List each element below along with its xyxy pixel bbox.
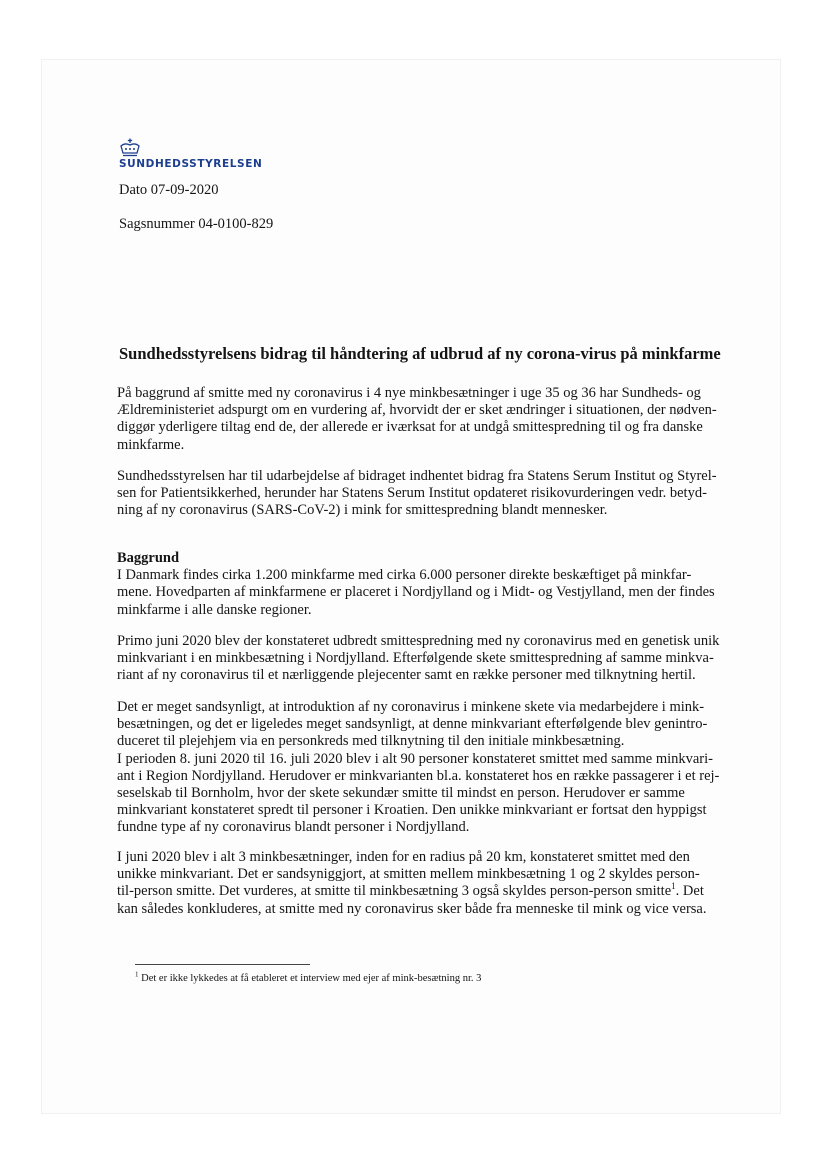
text-line: På baggrund af smitte med ny coronavirus i 4 nye minkbesætninger i uge 35 og 36 har Sundheds- og: [117, 385, 701, 401]
text-line: kan således konkluderes, at smitte med ny coronavirus sker både fra menneske til mink og vice versa.: [117, 900, 707, 917]
text-line: I juni 2020 blev i alt 3 minkbesætninger, inden for en radius på 20 km, konstateret smittet med den: [117, 849, 690, 865]
text-line: unikke minkvariant. Det er sandsyniggjort, at smitten mellem minkbesætning 1 og 2 skyldes person-: [117, 866, 700, 883]
sundhedsstyrelsen-logo: [119, 138, 263, 174]
text-line: I perioden 8. juni 2020 til 16. juli 2020 blev i alt 90 personer konstateret smittet med samme minkvari-: [117, 750, 713, 767]
text-line: mene. Hovedparten af minkfarmene er placeret i Nordjylland og i Midt- og Vestjylland, men der findes: [117, 584, 715, 601]
text-line: riant af ny coronavirus til et nærliggende plejecenter samt en række personer med tilknytning hertil.: [117, 667, 696, 684]
text-line: [117, 883, 717, 900]
footnote: [135, 970, 482, 984]
footnote-marker: 1: [135, 970, 139, 979]
case-number: Sagsnummer 04-0100-829: [119, 216, 274, 232]
text-line: minkvariant i en minkbesætning i Nordjylland. Efterfølgende skete smittespredning af samme minkva-: [117, 650, 714, 667]
footnote-divider: [135, 964, 310, 965]
text-line: ning af ny coronavirus (SARS-CoV-2) i mink for smittespredning blandt mennesker.: [117, 502, 608, 519]
text-line: Primo juni 2020 blev der konstateret udbredt smittespredning med ny coronavirus med en genetisk unik: [117, 633, 720, 649]
text-line: ant i Region Nordjylland. Herudover er minkvarianten bl.a. konstateret hos en række passagerer i et rej-: [117, 767, 720, 784]
intro-paragraph-2: [117, 468, 717, 520]
background-section: [117, 550, 717, 619]
text-line: I Danmark findes cirka 1.200 minkfarme med cirka 6.000 personer direkte beskæftiget på minkfar-: [117, 567, 692, 584]
text-line: duceret til plejehjem via en personkreds med tilknytning til den initiale minkbesætning.: [117, 733, 625, 750]
text-line: fundne type af ny coronavirus blandt personer i Nordjylland.: [117, 819, 470, 836]
text-line: sen for Patientsikkerhed, herunder har Statens Serum Institut opdateret risikovurderingen vedr. betyd-: [117, 485, 707, 502]
text-line: seselskab til Bornholm, hvor der skete sekundær smitte til mindst en person. Herudover er samme: [117, 785, 685, 802]
document-title: Sundhedsstyrelsens bidrag til håndtering af udbrud af ny corona-virus på minkfarme: [119, 344, 721, 363]
background-paragraph-3: [117, 699, 720, 837]
text-segment: . Det: [675, 883, 704, 900]
text-line: minkvariant konstateret spredt til personer i Kroatien. Den unikke minkvariant er fortsat den hyppigst: [117, 802, 707, 819]
logo-text: SUNDHEDSSTYRELSEN: [119, 158, 263, 170]
text-line: besætningen, og det er ligeledes meget sandsynligt, at denne minkvariant efterfølgende blev genintro-: [117, 716, 708, 733]
text-line: Ældreministeriet adspurgt om en vurdering af, hvorvidt der er sket ændringer i situationen, der nødven-: [117, 402, 717, 419]
text-line: diggør yderligere tiltag end de, der allerede er iværksat for at undgå smittespredning til og fra danske: [117, 419, 703, 436]
text-line: Sundhedsstyrelsen har til udarbejdelse af bidraget indhentet bidrag fra Statens Serum Institut og Styrel-: [117, 468, 717, 484]
crown-icon: [119, 138, 141, 158]
footnote-text: Det er ikke lykkedes at få etableret et interview med ejer af mink-besætning nr. 3: [141, 973, 482, 984]
text-line: minkfarme.: [117, 436, 185, 453]
text-line: minkfarme i alle danske regioner.: [117, 601, 312, 618]
footnote-reference: 1: [671, 881, 676, 892]
background-paragraph-4: [117, 849, 717, 918]
section-heading: Baggrund: [117, 550, 180, 566]
background-paragraph-2: [117, 633, 720, 685]
text-segment: til-person smitte. Det vurderes, at smitte til minkbesætning 3 også skyldes person-person smitte: [117, 883, 672, 900]
document-date: Dato 07-09-2020: [119, 182, 219, 198]
text-line: Det er meget sandsynligt, at introduktion af ny coronavirus i minkene skete via medarbejdere i mink-: [117, 699, 705, 715]
intro-paragraph-1: [117, 385, 717, 454]
